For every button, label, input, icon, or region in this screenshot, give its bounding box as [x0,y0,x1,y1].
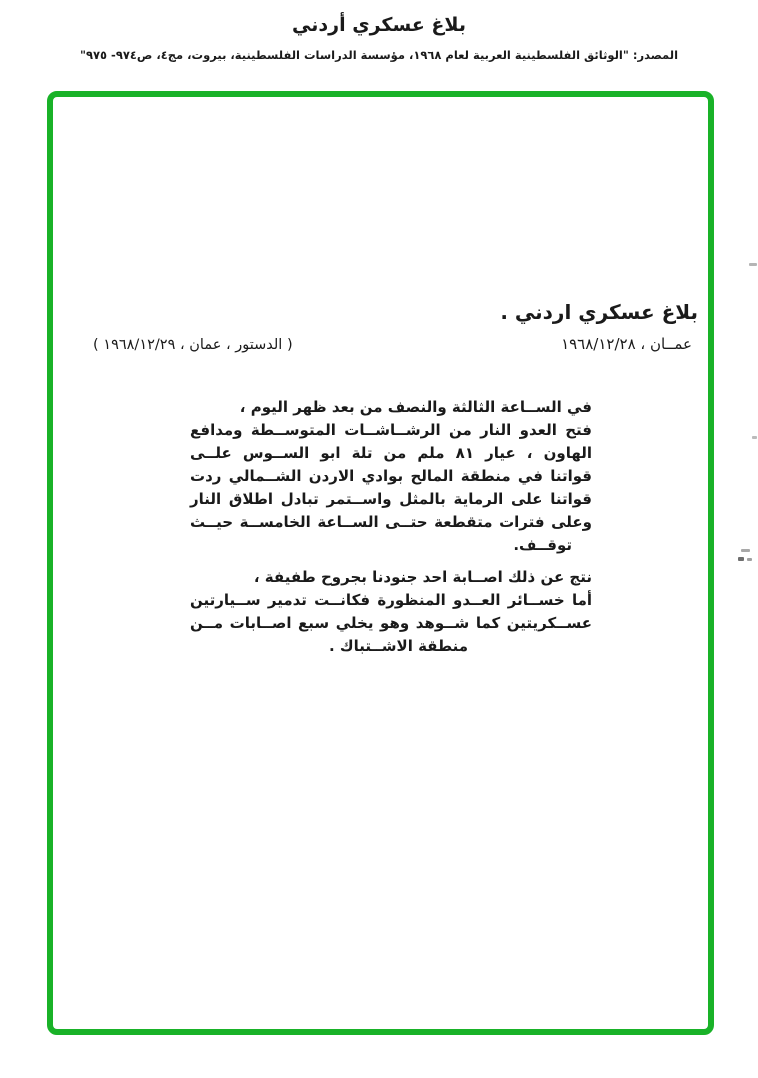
body-line: توقــف. [513,536,572,554]
scan-artifact [752,436,757,439]
scan-artifact [747,558,752,561]
document-title: بلاغ عسكري اردني . [500,300,698,324]
page-title: بلاغ عسكري أردني [292,14,466,36]
body-line: فتح العدو النار من الرشــاشــات المتوســطة ومدافع [190,421,592,439]
scan-artifact [741,549,750,552]
body-line: قواتنا في منطقة المالح بوادي الاردن الشــمالي ردت [190,467,592,485]
body-line: نتج عن ذلك اصــابة احد جنودنا بجروح طفيفة ، [253,568,592,586]
body-line: قواتنا على الرماية بالمثل واســتمر تبادل اطلاق النار [190,490,592,508]
paragraph-1 [190,396,592,557]
body-line: عســكريتين كما شــوهد وهو يخلي سبع اصــابات مــن [190,614,592,632]
document-green-frame [47,91,714,1035]
scan-artifact [738,557,744,561]
body-line: الهاون ، عيار ٨١ ملم من تلة ابو الســوس علــى [190,444,592,462]
body-line: أما خســائر العــدو المنظورة فكانــت تدمير ســيارتين [190,591,592,609]
document-body [190,396,592,667]
body-line: منطقة الاشــتباك . [329,637,468,655]
paragraph-2 [190,566,592,658]
body-line: في الســاعة الثالثة والنصف من بعد ظهر اليوم ، [239,398,592,416]
scan-artifact [749,263,757,266]
source-citation: المصدر: "الوثائق الفلسطينية العربية لعام ١٩٦٨، مؤسسة الدراسات الفلسطينية، بيروت، مج٤، ص٩٧٤- ٩٧٥" [79,48,679,62]
body-line: وعلى فترات متقطعة حتــى الســاعة الخامســة حيــث [190,513,592,531]
dateline-place-date: عمــان ، ١٩٦٨/١٢/٢٨ [561,335,692,353]
dateline-newspaper-source: ( الدستور ، عمان ، ١٩٦٨/١٢/٢٩ ) [93,337,293,353]
